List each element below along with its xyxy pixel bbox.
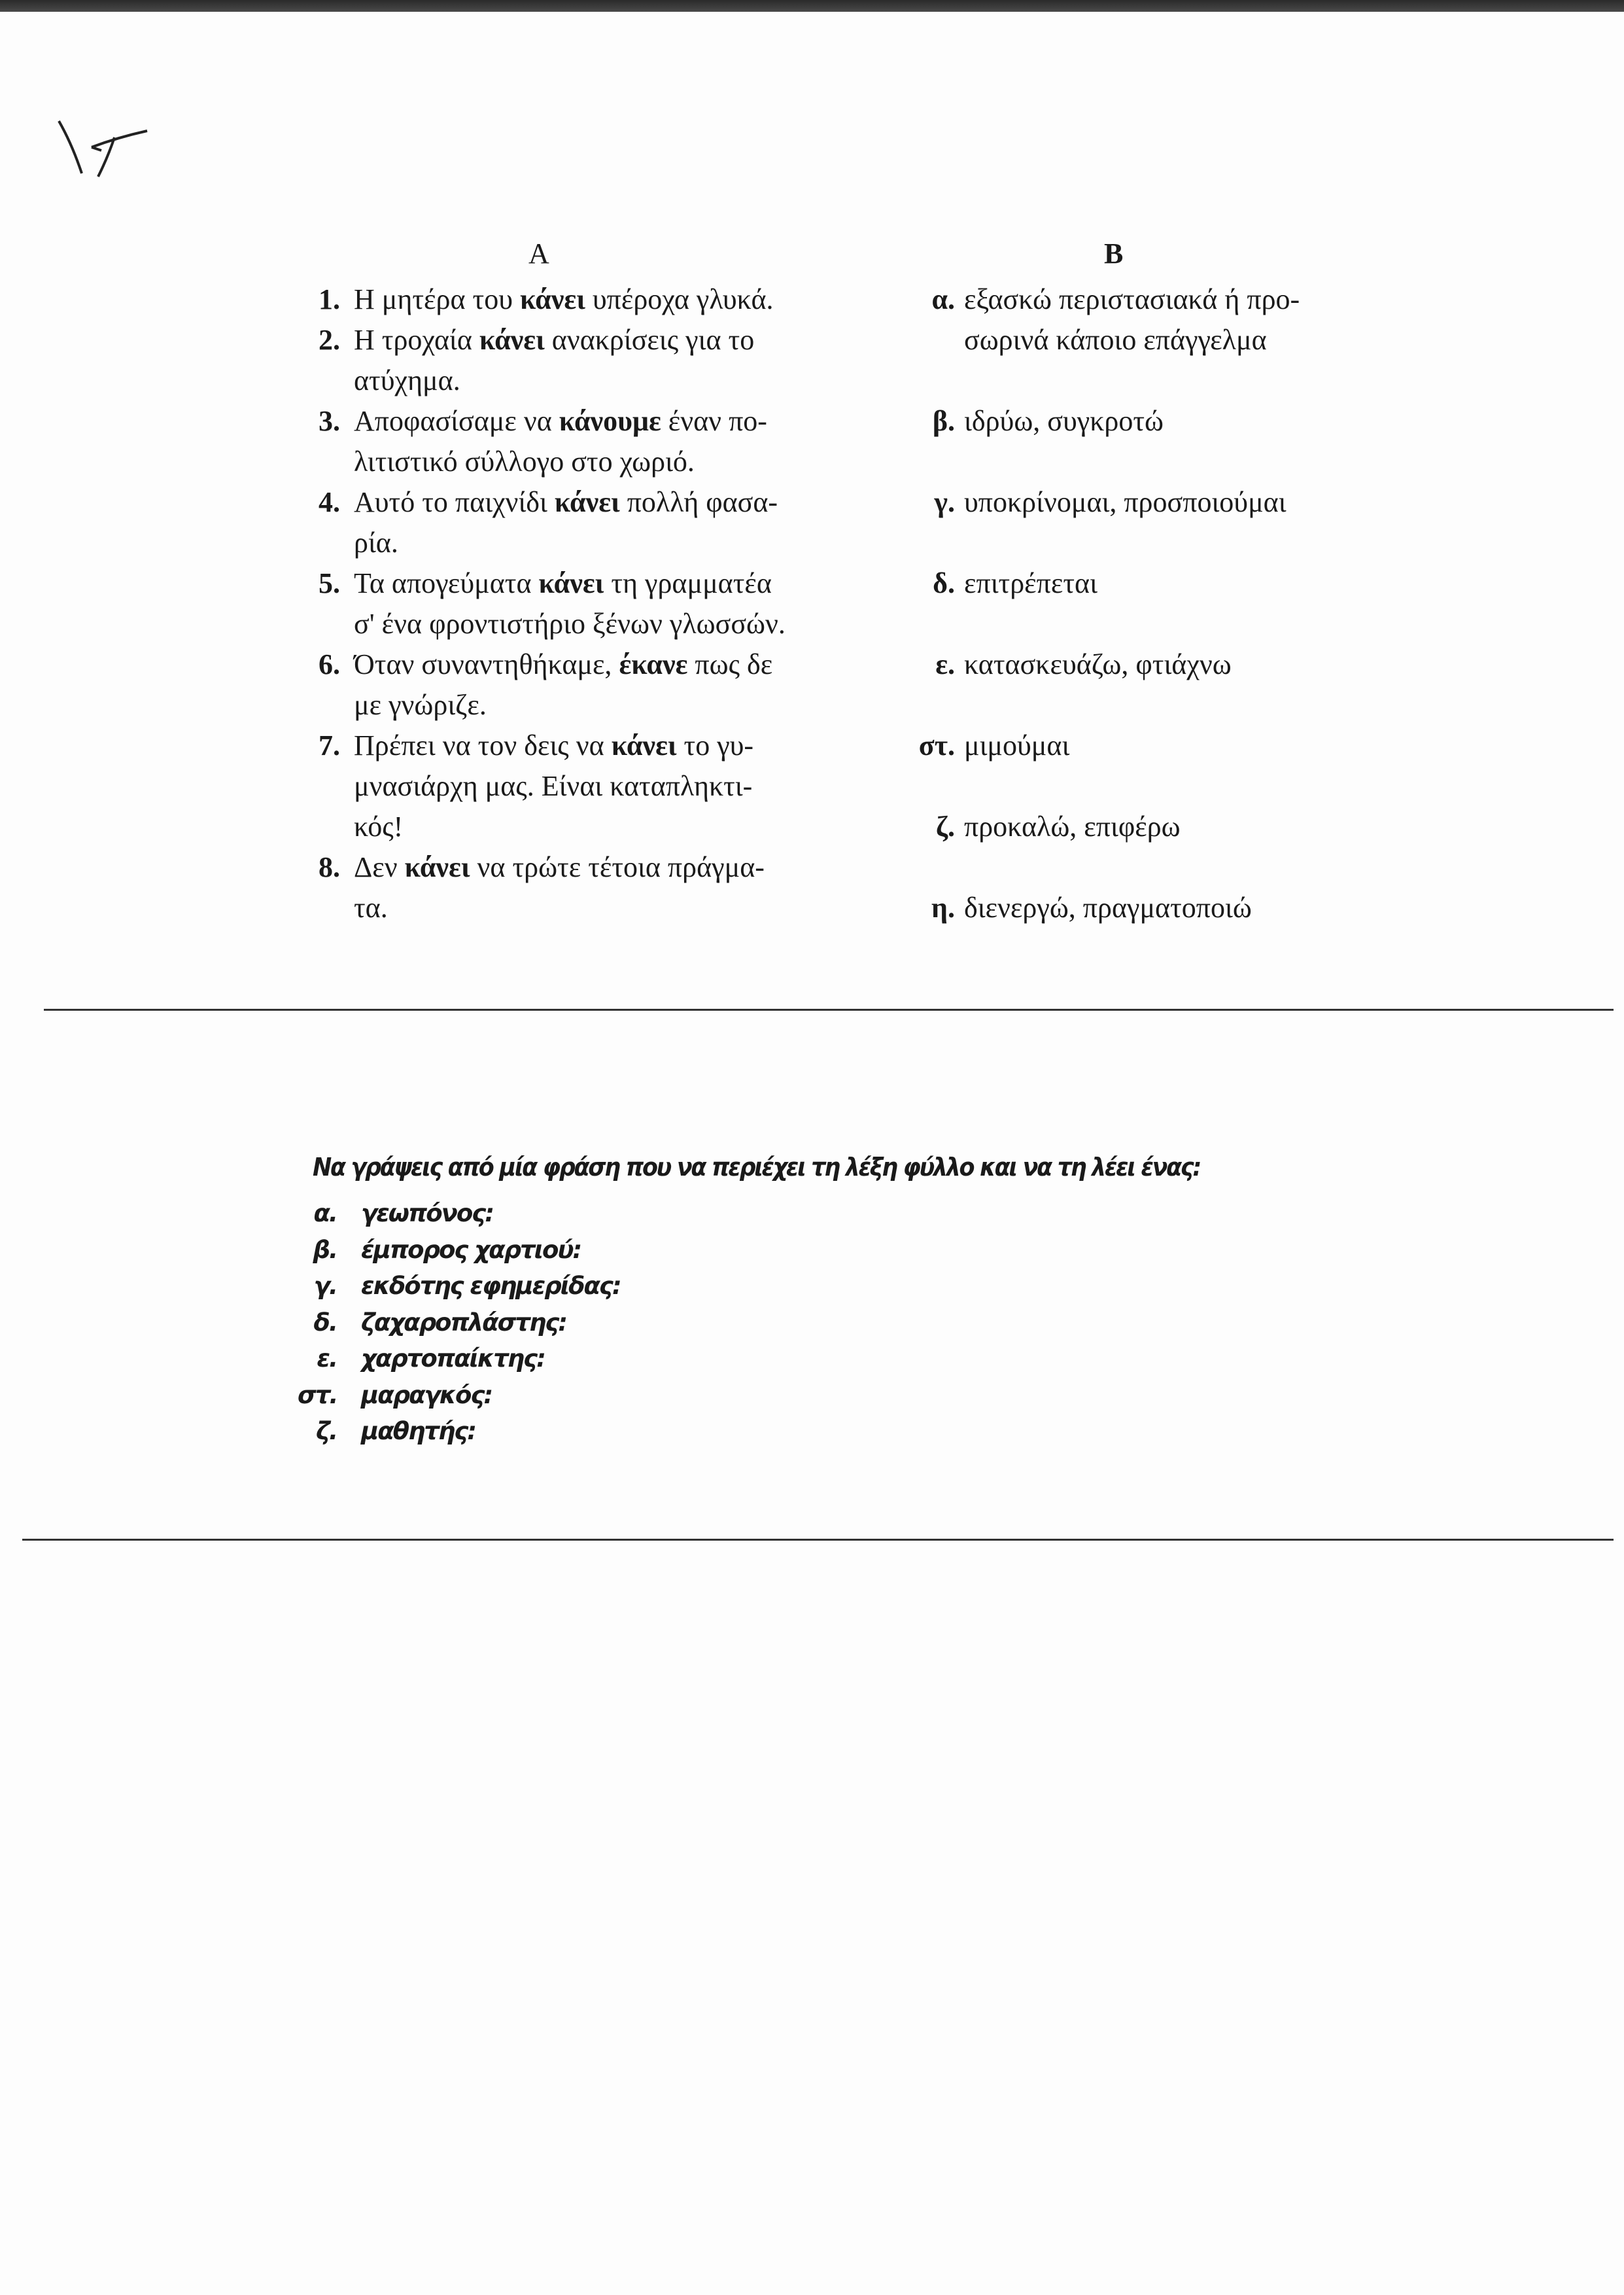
meaning-text: επιτρέπεται [964, 567, 1097, 599]
column-a-header: A [528, 237, 549, 270]
sentence-text: ανακρίσεις για το [544, 324, 755, 356]
exercise-item-text: χαρτοπαίκτης: [361, 1344, 545, 1373]
sentence-line [354, 364, 460, 397]
meaning-letter: στ. [918, 729, 955, 762]
sentence-text: έναν πο- [661, 405, 767, 437]
exercise-item-letter: β. [313, 1235, 337, 1264]
sentence-line [354, 486, 778, 519]
sentence-text: λιτιστικό σύλλογο στο χωριό. [354, 446, 695, 478]
meaning-text: προκαλώ, επιφέρω [964, 811, 1181, 843]
sentence-number: 1. [319, 283, 340, 315]
highlighted-verb: έκανε [619, 648, 688, 680]
scan-edge-bar [0, 0, 1624, 12]
sentence-number: 4. [319, 486, 340, 518]
sentence-line [354, 283, 774, 316]
sentence-number: 5. [319, 567, 340, 599]
meaning-text: μιμούμαι [964, 729, 1070, 762]
sentence-text: ρία. [354, 527, 398, 559]
meaning-letter: η. [931, 892, 955, 924]
sentence-text: το γυ- [676, 729, 754, 762]
highlighted-verb: κάνουμε [559, 405, 661, 437]
sentence-text: με γνώριζε. [354, 689, 487, 721]
sentence-text: μνασιάρχη μας. Είναι καταπληκτι- [354, 770, 753, 802]
sentence-text: κός! [354, 811, 404, 843]
exercise-item-letter: ε. [317, 1344, 337, 1373]
sentence-line [354, 608, 786, 640]
exercise-item-text: εκδότης εφημερίδας: [361, 1272, 621, 1300]
sentence-text: Αυτό το παιχνίδι [354, 486, 555, 518]
sentence-text: Η μητέρα του [354, 283, 521, 315]
sentence-text: ατύχημα. [354, 364, 460, 396]
sentence-line [354, 770, 752, 803]
exercise-item-letter: ζ. [316, 1417, 337, 1445]
section-divider [44, 1009, 1614, 1011]
exercise-item-text: ζαχαροπλάστης: [361, 1308, 567, 1337]
highlighted-verb: κάνει [611, 729, 677, 762]
sentence-line [354, 446, 695, 478]
meaning-text: διενεργώ, πραγματοποιώ [964, 892, 1252, 924]
highlighted-verb: κάνει [520, 283, 585, 315]
sentence-text: πως δε [687, 648, 773, 680]
meaning-text: υποκρίνομαι, προσποιούμαι [964, 486, 1287, 518]
highlighted-verb: κάνει [479, 324, 545, 356]
sentence-line [354, 729, 753, 762]
exercise-item-text: έμπορος χαρτιού: [361, 1235, 581, 1264]
sentence-text: υπέροχα γλυκά. [585, 283, 774, 315]
sentence-number: 3. [319, 405, 340, 437]
sentence-line [354, 527, 398, 559]
sentence-line [354, 892, 388, 924]
sentence-text: Όταν συναντηθήκαμε, [354, 648, 619, 680]
meaning-letter: β. [932, 405, 955, 437]
sentence-text: Τα απογεύματα [354, 567, 539, 599]
sentence-number: 2. [319, 324, 340, 356]
sentence-line [354, 648, 772, 681]
sentence-line [354, 689, 487, 722]
sentence-number: 7. [319, 729, 340, 762]
column-b-header: B [1104, 237, 1124, 270]
exercise-instruction: Να γράψεις από μία φράση που να περιέχει τη λέξη φύλλο και να τη λέει ένας: [313, 1153, 1200, 1182]
meaning-text: ιδρύω, συγκροτώ [964, 405, 1164, 437]
meaning-letter: ε. [935, 648, 955, 680]
meaning-text: κατασκευάζω, φτιάχνω [964, 648, 1232, 680]
sentence-text: Αποφασίσαμε να [354, 405, 559, 437]
sentence-text: τα. [354, 892, 388, 924]
meaning-text: εξασκώ περιστασιακά ή προ- [964, 283, 1300, 315]
sentence-line [354, 567, 772, 600]
section-divider-bottom [22, 1539, 1614, 1541]
exercise-item-letter: δ. [313, 1308, 337, 1337]
sentence-text: σ' ένα φροντιστήριο ξένων γλωσσών. [354, 608, 786, 640]
exercise-item-text: μαραγκός: [361, 1380, 492, 1409]
meaning-letter: δ. [933, 567, 955, 599]
sentence-number: 8. [319, 851, 340, 883]
exercise-item-text: μαθητής: [361, 1417, 476, 1445]
sentence-text: πολλή φασα- [619, 486, 778, 518]
sentence-line [354, 811, 403, 843]
sentence-line [354, 324, 754, 357]
sentence-text: να τρώτε τέτοια πράγμα- [470, 851, 765, 883]
meaning-text: σωρινά κάποιο επάγγελμα [964, 324, 1267, 356]
highlighted-verb: κάνει [538, 567, 604, 599]
exercise-item-text: γεωπόνος: [361, 1199, 493, 1227]
exercise-item-letter: γ. [313, 1272, 337, 1300]
meaning-letter: γ. [934, 486, 955, 518]
meaning-letter: α. [931, 283, 955, 315]
sentence-line [354, 405, 767, 438]
exercise-item-letter: α. [313, 1199, 337, 1227]
sentence-text: τη γραμματέα [604, 567, 772, 599]
sentence-line [354, 851, 765, 884]
highlighted-verb: κάνει [404, 851, 470, 883]
highlighted-verb: κάνει [554, 486, 620, 518]
sentence-text: Δεν [354, 851, 405, 883]
sentence-text: Πρέπει να τον δεις να [354, 729, 612, 762]
handwritten-page-number [52, 111, 157, 183]
sentence-number: 6. [319, 648, 340, 680]
sentence-text: Η τροχαία [354, 324, 479, 356]
meaning-letter: ζ. [935, 811, 955, 843]
exercise-item-letter: στ. [298, 1380, 337, 1409]
